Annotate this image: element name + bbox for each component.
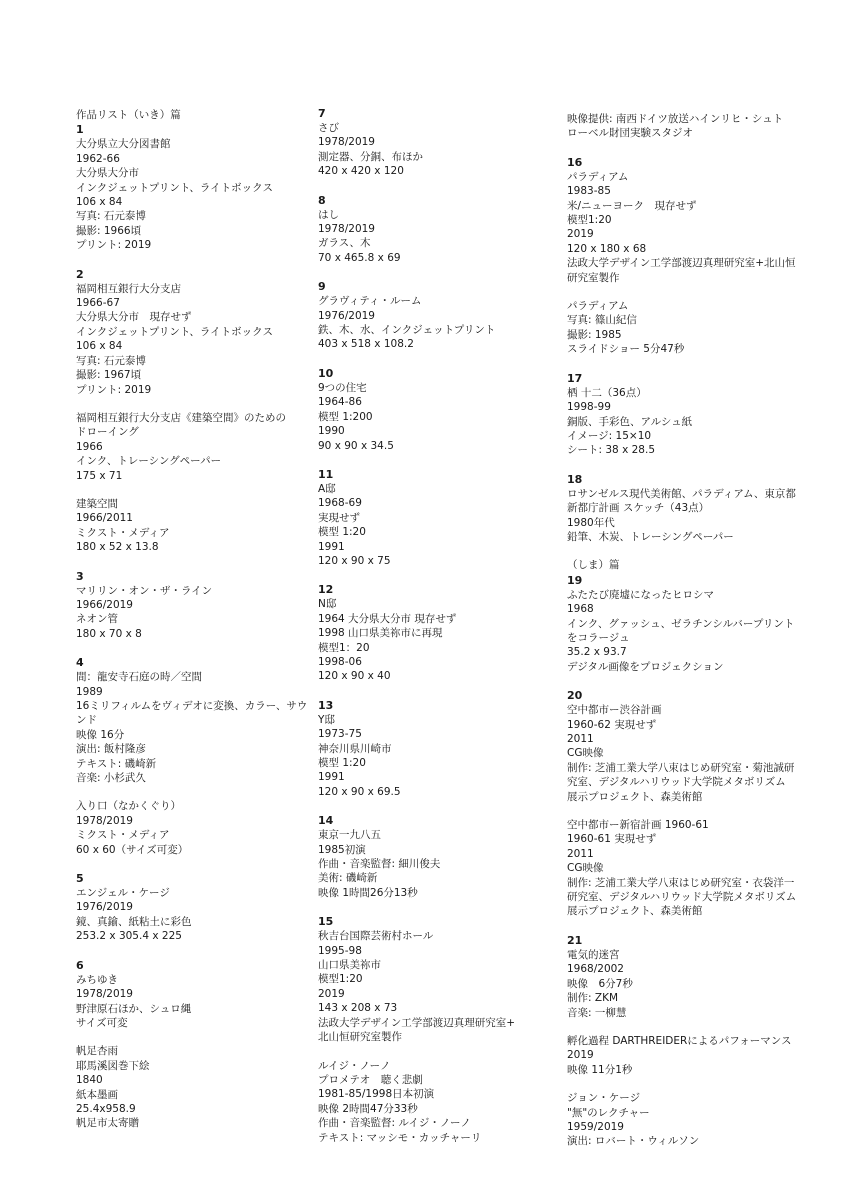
entry-line: 福岡相互銀行大分支店《建築空間》のための bbox=[76, 411, 286, 424]
entry-line: 映像 2時間47分33秒 bbox=[318, 1102, 418, 1115]
spacer bbox=[318, 453, 543, 467]
spacer bbox=[318, 1045, 543, 1059]
entry-line: 9つの住宅 bbox=[318, 381, 367, 394]
entry-line: 1966-67 bbox=[76, 297, 120, 310]
spacer bbox=[567, 674, 807, 688]
entry-line: インク、トレーシングペーパー bbox=[76, 455, 222, 468]
entry-line: 米/ニューヨーク 現存せず bbox=[567, 199, 697, 212]
entry-line: 1983-85 bbox=[567, 185, 611, 198]
spacer bbox=[567, 285, 807, 299]
entry-line: 大分県大分市 現存せず bbox=[76, 311, 192, 324]
entry-line: 175 x 71 bbox=[76, 469, 123, 482]
entry-line: ミクスト・メディア bbox=[76, 526, 170, 539]
entry-number: 5 bbox=[76, 872, 84, 886]
entry-line: 1980年代 bbox=[567, 516, 615, 529]
entry-line: 音楽: 小杉武久 bbox=[76, 772, 146, 785]
entry-line: 2019 bbox=[567, 1049, 594, 1062]
spacer bbox=[318, 568, 543, 582]
entry-line: 北山恒研究室製作 bbox=[318, 1031, 402, 1044]
spacer bbox=[567, 1020, 807, 1034]
spacer bbox=[76, 944, 296, 958]
column-2 bbox=[318, 106, 543, 1145]
entry-number: 4 bbox=[76, 656, 84, 670]
entry-line: 制作: 芝浦工業大学八束はじめ研究室・衣袋洋一 bbox=[567, 876, 795, 889]
entry-line: 模型1:20 bbox=[567, 214, 612, 227]
entry-line: 1998-06 bbox=[318, 655, 362, 668]
entry-line: CG映像 bbox=[567, 862, 604, 875]
entry-line: 1978/2019 bbox=[76, 814, 133, 827]
entry-line: 耶馬溪図巻下絵 bbox=[76, 1059, 150, 1072]
entry-line: 展示プロジェクト、森美術館 bbox=[567, 790, 703, 803]
spacer bbox=[76, 253, 296, 267]
entry-line: 1964 大分県大分市 現存せず bbox=[318, 612, 457, 625]
entry-line: A邸 bbox=[318, 482, 336, 495]
entry-number: 19 bbox=[567, 573, 583, 587]
entry-line: ネオン管 bbox=[76, 613, 118, 626]
entry-number: 12 bbox=[318, 583, 334, 597]
entry-line: サイズ可変 bbox=[76, 1016, 128, 1029]
spacer bbox=[76, 641, 296, 655]
entry-line: シート: 38 x 28.5 bbox=[567, 444, 656, 457]
entry-line: ンド bbox=[76, 714, 97, 727]
entry-line: 撮影: 1966頃 bbox=[76, 224, 142, 237]
entry-line: 作品リスト（いき）篇 bbox=[76, 109, 181, 121]
entry-line: 1960-61 実現せず bbox=[567, 833, 657, 846]
entry-line: 演出: 飯村隆彦 bbox=[76, 743, 146, 756]
entry-line: 1968-69 bbox=[318, 497, 362, 510]
spacer bbox=[76, 555, 296, 569]
entry-line: 撮影: 1985 bbox=[567, 328, 622, 341]
spacer bbox=[567, 357, 807, 371]
entry-line: 2019 bbox=[318, 987, 345, 1000]
entry-line: さび bbox=[318, 122, 339, 134]
spacer bbox=[318, 179, 543, 193]
entry-line: マリリン・オン・ザ・ライン bbox=[76, 584, 213, 597]
entry-number: 17 bbox=[567, 371, 583, 385]
entry-line: ガラス、木 bbox=[318, 237, 371, 250]
entry-line: テキスト: 磯崎新 bbox=[76, 757, 157, 770]
entry-line: 新都庁計画 スケッチ（43点） bbox=[567, 502, 710, 515]
entry-line: 1985初演 bbox=[318, 843, 366, 856]
entry-line: 作曲・音楽監督: 細川俊夫 bbox=[318, 858, 441, 871]
entry-number: 9 bbox=[318, 280, 326, 294]
spacer bbox=[567, 141, 807, 155]
entry-line: 帆足杏雨 bbox=[76, 1045, 118, 1058]
entry-line: 1989 bbox=[76, 685, 103, 698]
entry-line: 鉛筆、木炭、トレーシングペーパー bbox=[567, 530, 734, 543]
spacer bbox=[567, 1077, 807, 1091]
entry-line: "無"のレクチャー bbox=[567, 1106, 650, 1119]
entry-line: 写真: 篠山紀信 bbox=[567, 314, 637, 327]
entry-line: 法政大学デザイン工学部渡辺真理研究室+北山恒 bbox=[567, 257, 796, 270]
entry-line: 法政大学デザイン工学部渡辺真理研究室+ bbox=[318, 1016, 516, 1029]
entry-line: 究室、デジタルハリウッド大学院メタボリズム bbox=[567, 776, 786, 789]
entry-line: 紙本墨画 bbox=[76, 1088, 118, 1101]
entry-line: みちゆき bbox=[76, 973, 118, 986]
spacer bbox=[318, 684, 543, 698]
spacer bbox=[567, 544, 807, 558]
entry-line: ふたたび廃墟になったヒロシマ bbox=[567, 588, 714, 601]
entry-line: 撮影: 1967頃 bbox=[76, 369, 142, 382]
entry-line: 美術: 磯崎新 bbox=[318, 872, 378, 885]
entry-line: ルイジ・ノーノ bbox=[318, 1059, 391, 1072]
entry-line: パラディアム bbox=[567, 300, 629, 313]
entry-line: 栖 十二（36点） bbox=[567, 386, 647, 399]
entry-line: 写真: 石元泰博 bbox=[76, 354, 146, 367]
entry-line: 1990 bbox=[318, 425, 345, 438]
entry-line: 山口県美祢市 bbox=[318, 959, 381, 972]
entry-line: 鏡、真鍮、紙粘土に彩色 bbox=[76, 915, 192, 928]
entry-line: 35.2 x 93.7 bbox=[567, 646, 627, 659]
spacer bbox=[318, 265, 543, 279]
entry-line: をコラージュ bbox=[567, 631, 630, 644]
entry-line: 1966/2019 bbox=[76, 598, 133, 611]
entry-line: 120 x 90 x 69.5 bbox=[318, 785, 401, 798]
entry-line: 90 x 90 x 34.5 bbox=[318, 439, 394, 452]
entry-line: 1973-75 bbox=[318, 728, 362, 741]
entry-number: 7 bbox=[318, 107, 326, 120]
entry-line: 映像 1時間26分13秒 bbox=[318, 886, 418, 899]
entry-number: 13 bbox=[318, 698, 334, 712]
entry-line: 大分県立大分図書館 bbox=[76, 138, 171, 151]
entry-line: 1978/2019 bbox=[76, 988, 133, 1001]
entry-line: 180 x 70 x 8 bbox=[76, 627, 142, 640]
entry-line: 演出: ロバート・ウィルソン bbox=[567, 1135, 700, 1148]
entry-line: 測定器、分銅、布ほか bbox=[318, 150, 423, 163]
entry-line: 映像 11分1秒 bbox=[567, 1063, 633, 1076]
entry-number: 21 bbox=[567, 933, 583, 947]
entry-line: 70 x 465.8 x 69 bbox=[318, 251, 401, 264]
entry-line: 模型1：20 bbox=[318, 641, 370, 654]
entry-number: 3 bbox=[76, 569, 84, 583]
entry-line: 16ミリフィルムをヴィデオに変換、カラー、サウ bbox=[76, 700, 308, 712]
entry-line: 模型 1:20 bbox=[318, 526, 366, 539]
entry-line: 60 x 60（サイズ可変） bbox=[76, 843, 189, 856]
entry-line: スライドショー 5分47秒 bbox=[567, 343, 685, 356]
entry-line: 1960-62 実現せず bbox=[567, 718, 657, 731]
entry-line: 106 x 84 bbox=[76, 196, 123, 209]
entry-line: 秋吉台国際芸術村ホール bbox=[318, 930, 434, 943]
spacer bbox=[318, 352, 543, 366]
entry-line: イメージ: 15×10 bbox=[567, 429, 652, 442]
entry-line: 入り口（なかくぐり） bbox=[76, 800, 181, 813]
entry-number: 11 bbox=[318, 467, 334, 481]
entry-line: 120 x 90 x 75 bbox=[318, 554, 391, 567]
column-1 bbox=[76, 108, 308, 1131]
entry-line: プリント: 2019 bbox=[76, 383, 152, 396]
entry-line: CG映像 bbox=[567, 747, 604, 760]
entry-line: 映像提供: 南西ドイツ放送ハインリヒ・シュト bbox=[567, 113, 784, 125]
entry-line: 模型1:20 bbox=[318, 973, 363, 986]
entry-number: 15 bbox=[318, 915, 334, 929]
entry-line: 106 x 84 bbox=[76, 340, 123, 353]
entry-line: 1968/2002 bbox=[567, 963, 624, 976]
entry-line: ドローイング bbox=[76, 426, 139, 439]
entry-line: 1962-66 bbox=[76, 152, 120, 165]
entry-line: 1966 bbox=[76, 440, 103, 453]
spacer bbox=[76, 857, 296, 871]
entry-line: 1964-86 bbox=[318, 396, 362, 409]
entry-line: 25.4x958.9 bbox=[76, 1102, 136, 1115]
entry-line: 1995-98 bbox=[318, 944, 362, 957]
entry-line: 403 x 518 x 108.2 bbox=[318, 338, 414, 351]
entry-number: 8 bbox=[318, 193, 326, 207]
entry-line: 1998 山口県美祢市に再現 bbox=[318, 627, 443, 640]
entry-line: 作曲・音楽監督: ルイジ・ノーノ bbox=[318, 1117, 471, 1130]
entry-line: 福岡相互銀行大分支店 bbox=[76, 282, 181, 295]
column-3 bbox=[567, 112, 807, 1149]
entry-line: ロサンゼルス現代美術館、パラディアム、東京都 bbox=[567, 487, 796, 500]
entry-line: エンジェル・ケージ bbox=[76, 887, 170, 900]
entry-line: 2019 bbox=[567, 228, 594, 241]
entry-line: 1976/2019 bbox=[318, 309, 375, 322]
entry-line: ジョン・ケージ bbox=[567, 1092, 641, 1105]
entry-line: N邸 bbox=[318, 598, 337, 611]
entry-line: 1978/2019 bbox=[318, 136, 375, 149]
entry-line: ミクスト・メディア bbox=[76, 829, 170, 842]
entry-line: 1991 bbox=[318, 771, 345, 784]
spacer bbox=[76, 785, 296, 799]
entry-line: 鉄、木、水、インクジェットプリント bbox=[318, 324, 496, 337]
entry-line: 帆足市太寄贈 bbox=[76, 1117, 139, 1130]
entry-line: インク、グァッシュ、ゼラチンシルバープリント bbox=[567, 617, 795, 630]
entry-line: 模型 1:20 bbox=[318, 757, 366, 769]
entry-line: 実現せず bbox=[318, 511, 360, 524]
entry-line: 空中都市ー渋谷計画 bbox=[567, 704, 662, 717]
entry-number: 18 bbox=[567, 472, 583, 486]
entry-line: 建築空間 bbox=[76, 497, 118, 510]
entry-number: 20 bbox=[567, 689, 583, 703]
spacer bbox=[567, 919, 807, 933]
entry-line: 写真: 石元泰博 bbox=[76, 210, 146, 223]
entry-line: 253.2 x 305.4 x 225 bbox=[76, 930, 182, 943]
entry-line: 空中都市ー新宿計画 1960-61 bbox=[567, 819, 709, 832]
entry-line: 野津原石ほか、シュロ縄 bbox=[76, 1002, 192, 1015]
entry-line: 孵化過程 DARTHREIDERによるパフォーマンス bbox=[567, 1034, 792, 1047]
entry-line: 研究室製作 bbox=[567, 271, 620, 284]
entry-line: プリント: 2019 bbox=[76, 239, 152, 252]
entry-number: 16 bbox=[567, 155, 583, 169]
entry-line: インクジェットプリント、ライトボックス bbox=[76, 181, 273, 194]
entry-line: 420 x 420 x 120 bbox=[318, 165, 404, 178]
entry-line: 120 x 180 x 68 bbox=[567, 242, 647, 255]
entry-line: 1978/2019 bbox=[318, 223, 375, 236]
entry-line: グラヴィティ・ルーム bbox=[318, 295, 422, 308]
entry-line: 模型 1:200 bbox=[318, 410, 373, 423]
entry-line: 1968 bbox=[567, 603, 594, 616]
entry-line: 1959/2019 bbox=[567, 1120, 624, 1133]
entry-number: 1 bbox=[76, 123, 84, 137]
entry-line: 1998-99 bbox=[567, 401, 611, 414]
entry-number: 6 bbox=[76, 958, 84, 972]
entry-line: Y邸 bbox=[318, 713, 335, 726]
spacer bbox=[76, 483, 296, 497]
entry-line: 180 x 52 x 13.8 bbox=[76, 541, 159, 554]
entry-line: 間：龍安寺石庭の時／空間 bbox=[76, 671, 202, 684]
entry-line: パラディアム bbox=[567, 170, 629, 183]
entry-line: 銅版、手彩色、アルシュ紙 bbox=[567, 415, 693, 428]
entry-line: 2011 bbox=[567, 733, 594, 745]
spacer bbox=[567, 804, 807, 818]
entry-line: 120 x 90 x 40 bbox=[318, 670, 391, 683]
entry-line: 映像 6分7秒 bbox=[567, 977, 633, 990]
entry-line: はし bbox=[318, 208, 339, 221]
spacer bbox=[318, 900, 543, 914]
entry-line: 制作: 芝浦工業大学八束はじめ研究室・菊池誠研 bbox=[567, 761, 795, 774]
spacer bbox=[76, 397, 296, 411]
entry-number: 10 bbox=[318, 366, 334, 380]
entry-line: 電気的迷宮 bbox=[567, 948, 620, 961]
entry-line: 東京一九八五 bbox=[318, 829, 381, 842]
entry-line: インクジェットプリント、ライトボックス bbox=[76, 325, 273, 338]
spacer bbox=[567, 458, 807, 472]
spacer bbox=[318, 799, 543, 813]
entry-line: デジタル画像をプロジェクション bbox=[567, 660, 724, 673]
entry-line: テキスト: マッシモ・カッチャーリ bbox=[318, 1131, 482, 1144]
entry-line: 2011 bbox=[567, 847, 594, 860]
entry-line: 映像 16分 bbox=[76, 728, 125, 741]
entry-line: ローベル財団実験スタジオ bbox=[567, 127, 693, 140]
entry-line: 1981-85/1998日本初演 bbox=[318, 1088, 435, 1101]
spacer bbox=[76, 1030, 296, 1044]
entry-line: 143 x 208 x 73 bbox=[318, 1002, 398, 1015]
entry-line: プロメテオ 聴く悲劇 bbox=[318, 1073, 423, 1086]
entry-number: 14 bbox=[318, 814, 334, 828]
entry-line: 研究室、デジタルハリウッド大学院メタボリズム bbox=[567, 891, 797, 904]
entry-line: 1976/2019 bbox=[76, 901, 133, 914]
entry-line: 音楽: 一柳慧 bbox=[567, 1006, 627, 1019]
entry-line: 制作: ZKM bbox=[567, 992, 619, 1005]
entry-line: （しま）篇 bbox=[567, 559, 620, 572]
entry-line: 1840 bbox=[76, 1074, 103, 1087]
entry-line: 神奈川県川崎市 bbox=[318, 742, 392, 755]
entry-line: 1991 bbox=[318, 540, 345, 553]
entry-line: 1966/2011 bbox=[76, 512, 133, 525]
entry-line: 展示プロジェクト、森美術館 bbox=[567, 905, 703, 918]
entry-line: 大分県大分市 bbox=[76, 167, 139, 180]
entry-number: 2 bbox=[76, 267, 84, 281]
